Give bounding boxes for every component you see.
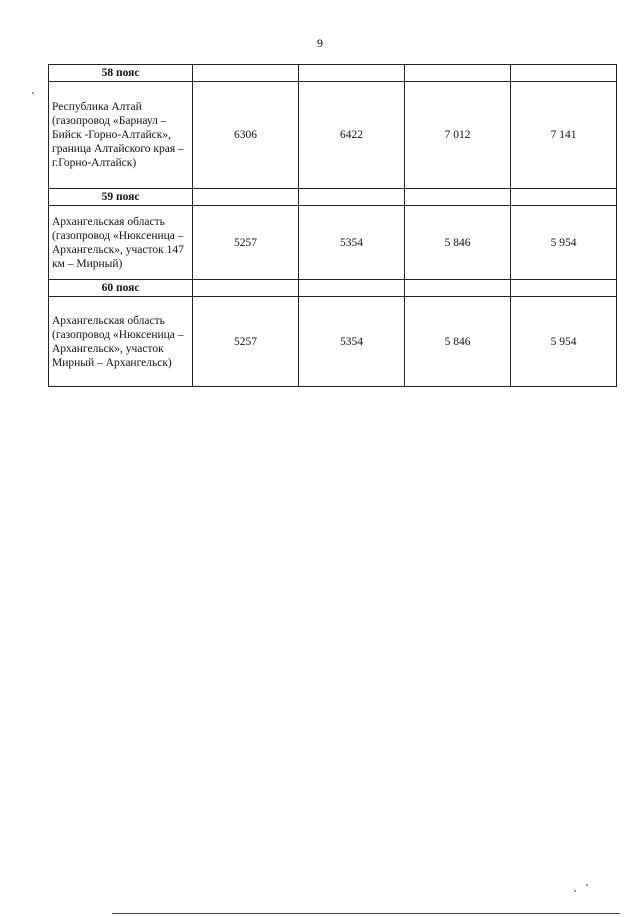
region-cell: Архангельская область (газопровод «Нюксеница – Архангельск», участок Мирный – Архангельск): [49, 297, 193, 387]
table-row: [49, 297, 617, 387]
value-cell: 5 954: [511, 206, 617, 280]
empty-cell: [405, 65, 511, 82]
empty-cell: [193, 280, 299, 297]
zone-header-row: [49, 65, 617, 82]
page-number: 9: [317, 36, 323, 50]
region-cell: Архангельская область (газопровод «Нюксеница – Архангельск», участок 147 км – Мирный): [49, 206, 193, 280]
zone-title: 59 пояс: [49, 189, 193, 206]
value-cell: 5 954: [511, 297, 617, 387]
empty-cell: [511, 65, 617, 82]
empty-cell: [193, 189, 299, 206]
value-cell: 7 012: [405, 82, 511, 189]
scan-speck: [586, 884, 588, 886]
zone-title: 58 пояс: [49, 65, 193, 82]
empty-cell: [193, 65, 299, 82]
value-cell: 5 846: [405, 297, 511, 387]
tariff-table: [48, 64, 617, 387]
scan-edge-line: [112, 913, 620, 914]
empty-cell: [299, 65, 405, 82]
empty-cell: [299, 189, 405, 206]
empty-cell: [511, 189, 617, 206]
empty-cell: [405, 280, 511, 297]
zone-title: 60 пояс: [49, 280, 193, 297]
empty-cell: [405, 189, 511, 206]
table-row: [49, 206, 617, 280]
zone-header-row: [49, 280, 617, 297]
scan-speck: [574, 890, 576, 892]
value-cell: 5354: [299, 206, 405, 280]
value-cell: 7 141: [511, 82, 617, 189]
value-cell: 6422: [299, 82, 405, 189]
value-cell: 5257: [193, 206, 299, 280]
table-row: [49, 82, 617, 189]
scan-speck: [32, 92, 34, 94]
value-cell: 5257: [193, 297, 299, 387]
empty-cell: [299, 280, 405, 297]
value-cell: 5 846: [405, 206, 511, 280]
zone-header-row: [49, 189, 617, 206]
value-cell: 5354: [299, 297, 405, 387]
region-cell: Республика Алтай (газопровод «Барнаул – Бийск -Горно-Алтайск», граница Алтайского края – г.Горно-Алтайск): [49, 82, 193, 189]
value-cell: 6306: [193, 82, 299, 189]
empty-cell: [511, 280, 617, 297]
